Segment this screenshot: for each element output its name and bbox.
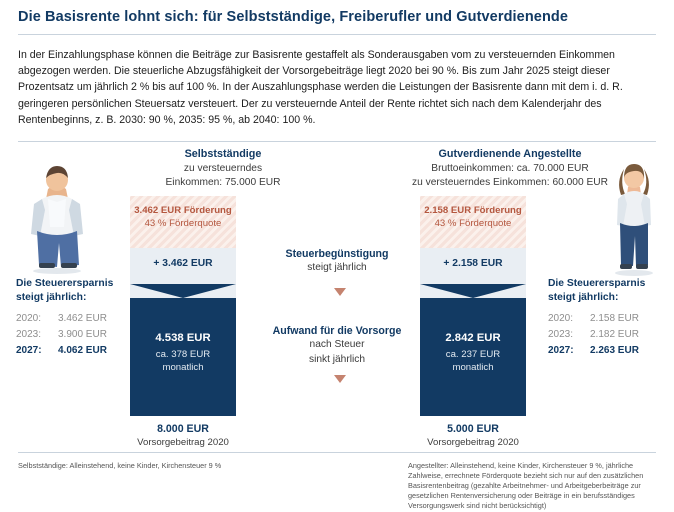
net-expense-monthly-value-left: ca. 378 EUR xyxy=(155,349,211,360)
savings-year-left-1: 2020: xyxy=(16,313,42,324)
subsidy-rate-right: 43 % Förderquote xyxy=(434,218,512,229)
net-expense-amount-left: 4.538 EUR xyxy=(155,332,211,344)
funding-segment-left xyxy=(130,248,236,284)
net-expense-monthly-right xyxy=(420,344,526,374)
funding-label-right: + 2.158 EUR xyxy=(443,258,503,269)
annotation-tax-benefit-sub: steigt jährlich xyxy=(307,262,367,273)
heading-line2-right: zu versteuerndes Einkommen: 60.000 EUR xyxy=(412,176,608,188)
savings-value-right-2: 2.182 EUR xyxy=(590,329,639,340)
annotation-expense-title: Aufwand für die Vorsorge xyxy=(272,325,402,337)
header-divider xyxy=(18,34,656,35)
savings-row-right-1 xyxy=(548,311,660,327)
footnote-left: Selbstständige: Alleinstehend, keine Kinder, Kirchensteuer 9 % xyxy=(18,461,222,470)
heading-title-right: Gutverdienende Angestellte xyxy=(438,148,582,160)
savings-head-left-line1: Die Steuerersparnis xyxy=(16,278,114,289)
savings-year-right-3: 2027: xyxy=(548,345,574,356)
savings-head-right-line2: steigt jährlich: xyxy=(548,291,619,303)
mid-divider xyxy=(18,141,656,142)
funding-segment-right xyxy=(420,248,526,284)
subsidy-rate-left: 43 % Förderquote xyxy=(144,218,222,229)
savings-table-right xyxy=(548,277,660,359)
arrow-down-icon-1 xyxy=(334,288,346,296)
annotation-tax-benefit-title: Steuerbegünstigung xyxy=(285,248,389,260)
savings-row-right-3 xyxy=(548,343,660,359)
footnote-right: Angestellter: Alleinstehend, keine Kinder, Kirchensteuer 9 %, jährliche Zahlweise, errechnete Förderquote bezieht sich nur auf den zusätzlichen Basisrentenbeitrag (gezahlte Arbeitnehmer- und Arbeitgeberbeiträge zur gesetzlichen Rentenversicherung oder Beiträge in ein berufsständiges Versorgungswerk sind nicht berücksichtigt) xyxy=(408,461,644,510)
notch-right xyxy=(420,284,526,298)
column-heading-right xyxy=(395,148,625,189)
heading-line2-left: Einkommen: 75.000 EUR xyxy=(165,176,281,188)
savings-value-left-3: 4.062 EUR xyxy=(58,345,107,356)
heading-title-left: Selbstständige xyxy=(184,148,262,160)
arrow-down-icon-2 xyxy=(334,375,346,383)
savings-row-left-1 xyxy=(16,311,128,327)
heading-line1-left: zu versteuerndes xyxy=(183,163,263,174)
contribution-amount-left: 8.000 EUR xyxy=(157,423,209,435)
savings-table-left xyxy=(16,277,128,359)
savings-head-right-line1: Die Steuerersparnis xyxy=(548,278,646,289)
bottom-divider xyxy=(18,452,656,453)
subsidy-label-left xyxy=(100,204,266,230)
subsidy-amount-left: 3.462 EUR Förderung xyxy=(134,205,232,216)
savings-value-right-1: 2.158 EUR xyxy=(590,313,639,324)
intro-paragraph: In der Einzahlungsphase können die Beiträge zur Basisrente gestaffelt als Sonderausgaben vom zu versteuernden Einkommen abgezogen werden. Die steuerliche Abzugsfähigkeit der Vorsorgebeiträge liegt 2020 bei 90 %. Bis zum Jahr 2025 steigt dieser Prozentsatz um jährlich 2 % bis auf 100 %. In der Auszahlungsphase werden die Leistungen der Basisrente dann mit dem i. d. R. geringeren persönlichen Steuersatz versteuert. Der zu versteuernde Anteil der Rente richtet sich nach dem Kalenderjahr des Rentenbeginns, z. B. 2030: 90 %, 2035: 95 %, ab 2040: 100 %. xyxy=(18,49,623,126)
savings-value-right-3: 2.263 EUR xyxy=(590,345,639,356)
illustration-self-employed-man xyxy=(18,163,96,280)
annotation-expense-sub2: sinkt jährlich xyxy=(308,353,366,365)
savings-value-left-2: 3.900 EUR xyxy=(58,329,107,340)
contribution-footer-right xyxy=(420,416,526,448)
savings-row-left-2 xyxy=(16,327,128,343)
subsidy-band-right xyxy=(420,196,526,248)
savings-year-right-1: 2020: xyxy=(548,313,574,324)
funding-label-left: + 3.462 EUR xyxy=(153,258,213,269)
net-expense-monthly-unit-right: monatlich xyxy=(452,361,494,373)
column-heading-left xyxy=(108,148,338,189)
subsidy-band-left xyxy=(130,196,236,248)
contribution-footer-left xyxy=(130,416,236,448)
savings-year-left-2: 2023: xyxy=(16,329,42,340)
savings-row-right-2 xyxy=(548,327,660,343)
net-expense-monthly-value-right: ca. 237 EUR xyxy=(445,349,501,360)
net-expense-amount-right: 2.842 EUR xyxy=(445,332,501,344)
contribution-label-left: Vorsorgebeitrag 2020 xyxy=(137,437,229,448)
net-expense-block-left xyxy=(130,298,236,416)
bar-stack-right xyxy=(420,196,526,448)
subsidy-amount-right: 2.158 EUR Förderung xyxy=(424,205,522,216)
contribution-label-right: Vorsorgebeitrag 2020 xyxy=(427,437,519,448)
contribution-amount-right: 5.000 EUR xyxy=(447,423,499,435)
savings-value-left-1: 3.462 EUR xyxy=(58,313,107,324)
net-expense-monthly-unit-left: monatlich xyxy=(162,361,204,373)
page-title: Die Basisrente lohnt sich: für Selbstständige, Freiberufler und Gutverdienende xyxy=(18,9,569,25)
annotation-expense xyxy=(257,325,417,366)
bar-stack-left xyxy=(130,196,236,448)
savings-head-left-line2: steigt jährlich: xyxy=(16,291,87,303)
savings-head-right xyxy=(548,277,660,304)
savings-row-left-3 xyxy=(16,343,128,359)
savings-head-left xyxy=(16,277,128,304)
net-expense-block-right xyxy=(420,298,526,416)
annotation-expense-sub1: nach Steuer xyxy=(309,339,365,350)
net-expense-monthly-left xyxy=(130,344,236,374)
savings-year-left-3: 2027: xyxy=(16,345,42,356)
notch-left xyxy=(130,284,236,298)
heading-line1-right: Bruttoeinkommen: ca. 70.000 EUR xyxy=(431,163,589,174)
annotation-tax-benefit xyxy=(257,248,417,275)
savings-year-right-2: 2023: xyxy=(548,329,574,340)
subsidy-label-right xyxy=(390,204,556,230)
